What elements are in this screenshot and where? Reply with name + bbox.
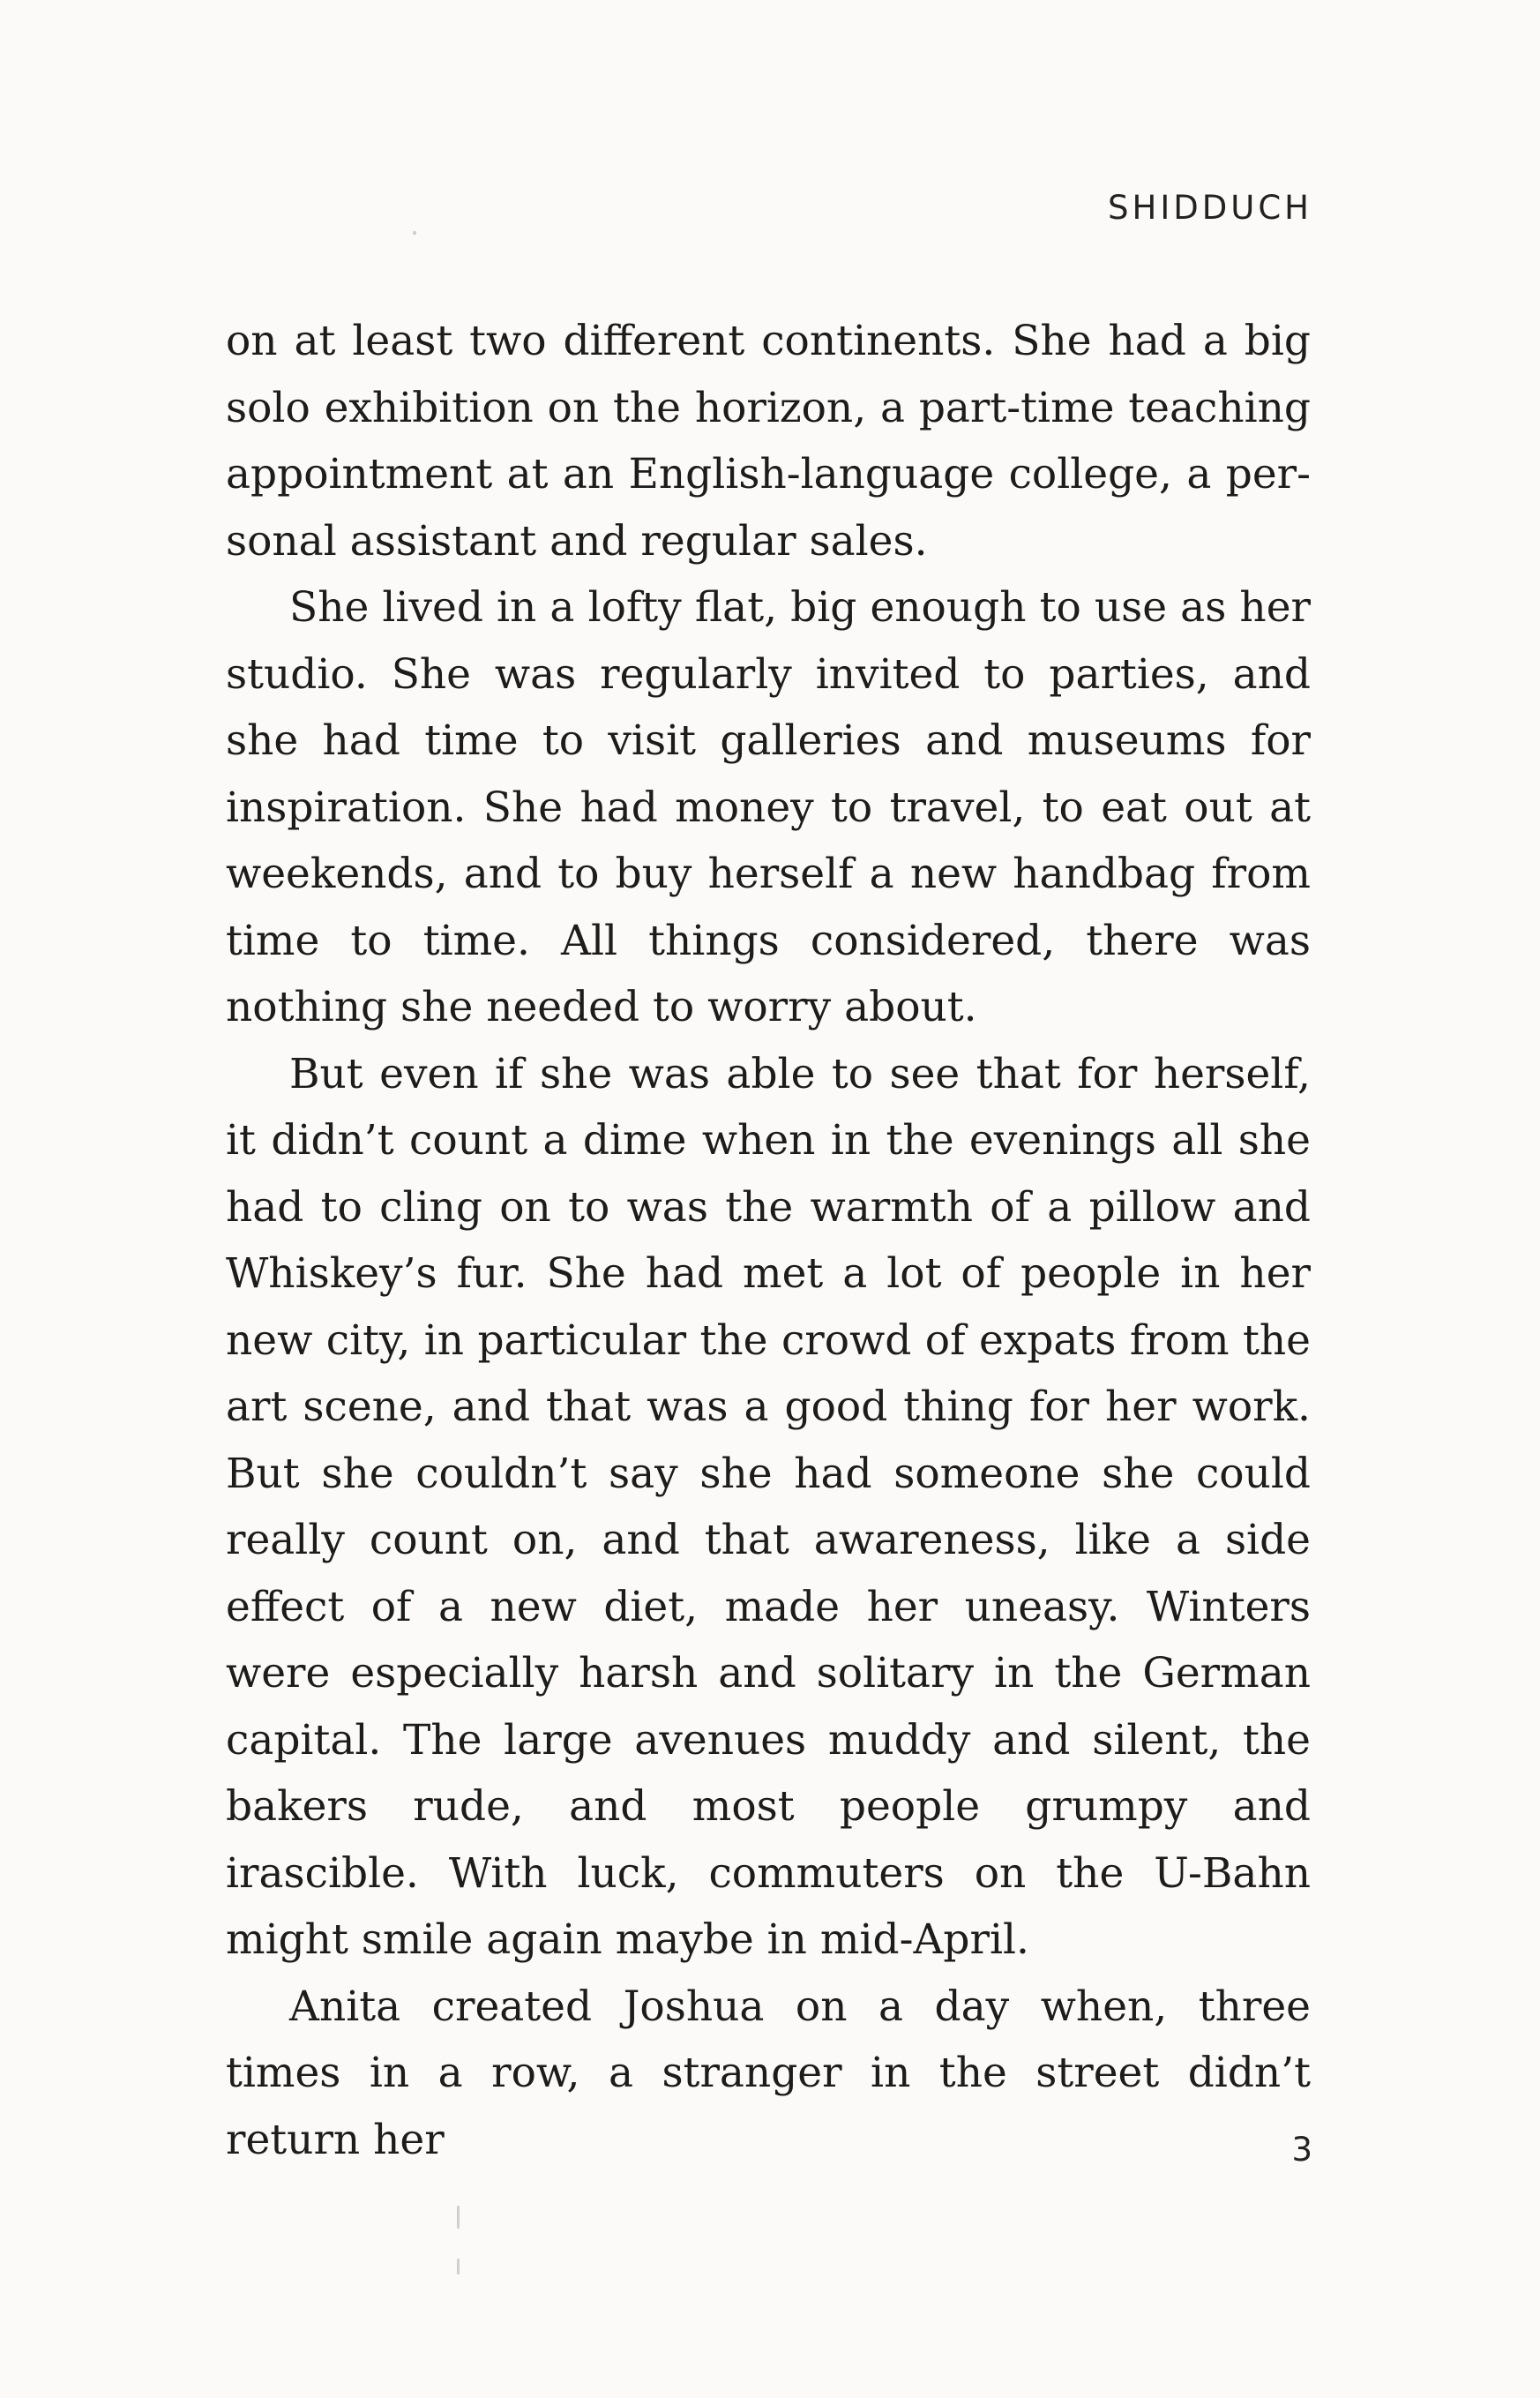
paragraph: Anita created Joshua on a day when, three times in a row, a stranger in the street didn’t return her	[226, 1982, 1311, 2164]
paragraph: She lived in a lofty flat, big enough to use as her studio. She was regularly invited to parties, and she had time to visit galleries and museums for inspiration. She had money to travel, to eat out at weekends, and to buy herself a new handbag from time to time. All things considered, there was nothing she needed to worry about.	[226, 583, 1311, 1031]
body-text	[226, 308, 1311, 2173]
paragraph: on at least two different continents. She had a big solo exhibition on the horizon, a part-time teaching appointment at an English-language college, a personal assistant and regular sales.	[226, 317, 1311, 566]
running-head: SHIDDUCH	[1108, 189, 1312, 227]
scan-speck	[413, 231, 416, 235]
page-number: 3	[1291, 2131, 1312, 2169]
paragraph: But even if she was able to see that for herself, it didn’t count a dime when in the evenings all she had to cling on to was the warmth of a pillow and Whiskey’s fur. She had met a lot of people in her new city, in particular the crowd of expats from the art scene, and that was a good thing for her work. But she couldn’t say she had someone she could really count on, and that awareness, like a side effect of a new diet, made her uneasy. Winters were especially harsh and solitary in the German capital. The large avenues muddy and silent, the bakers rude, and most people grumpy and irascible. With luck, commuters on the U-Bahn might smile again maybe in mid-April.	[226, 1049, 1311, 1964]
scan-speck	[457, 2206, 460, 2229]
scan-speck	[457, 2259, 460, 2274]
